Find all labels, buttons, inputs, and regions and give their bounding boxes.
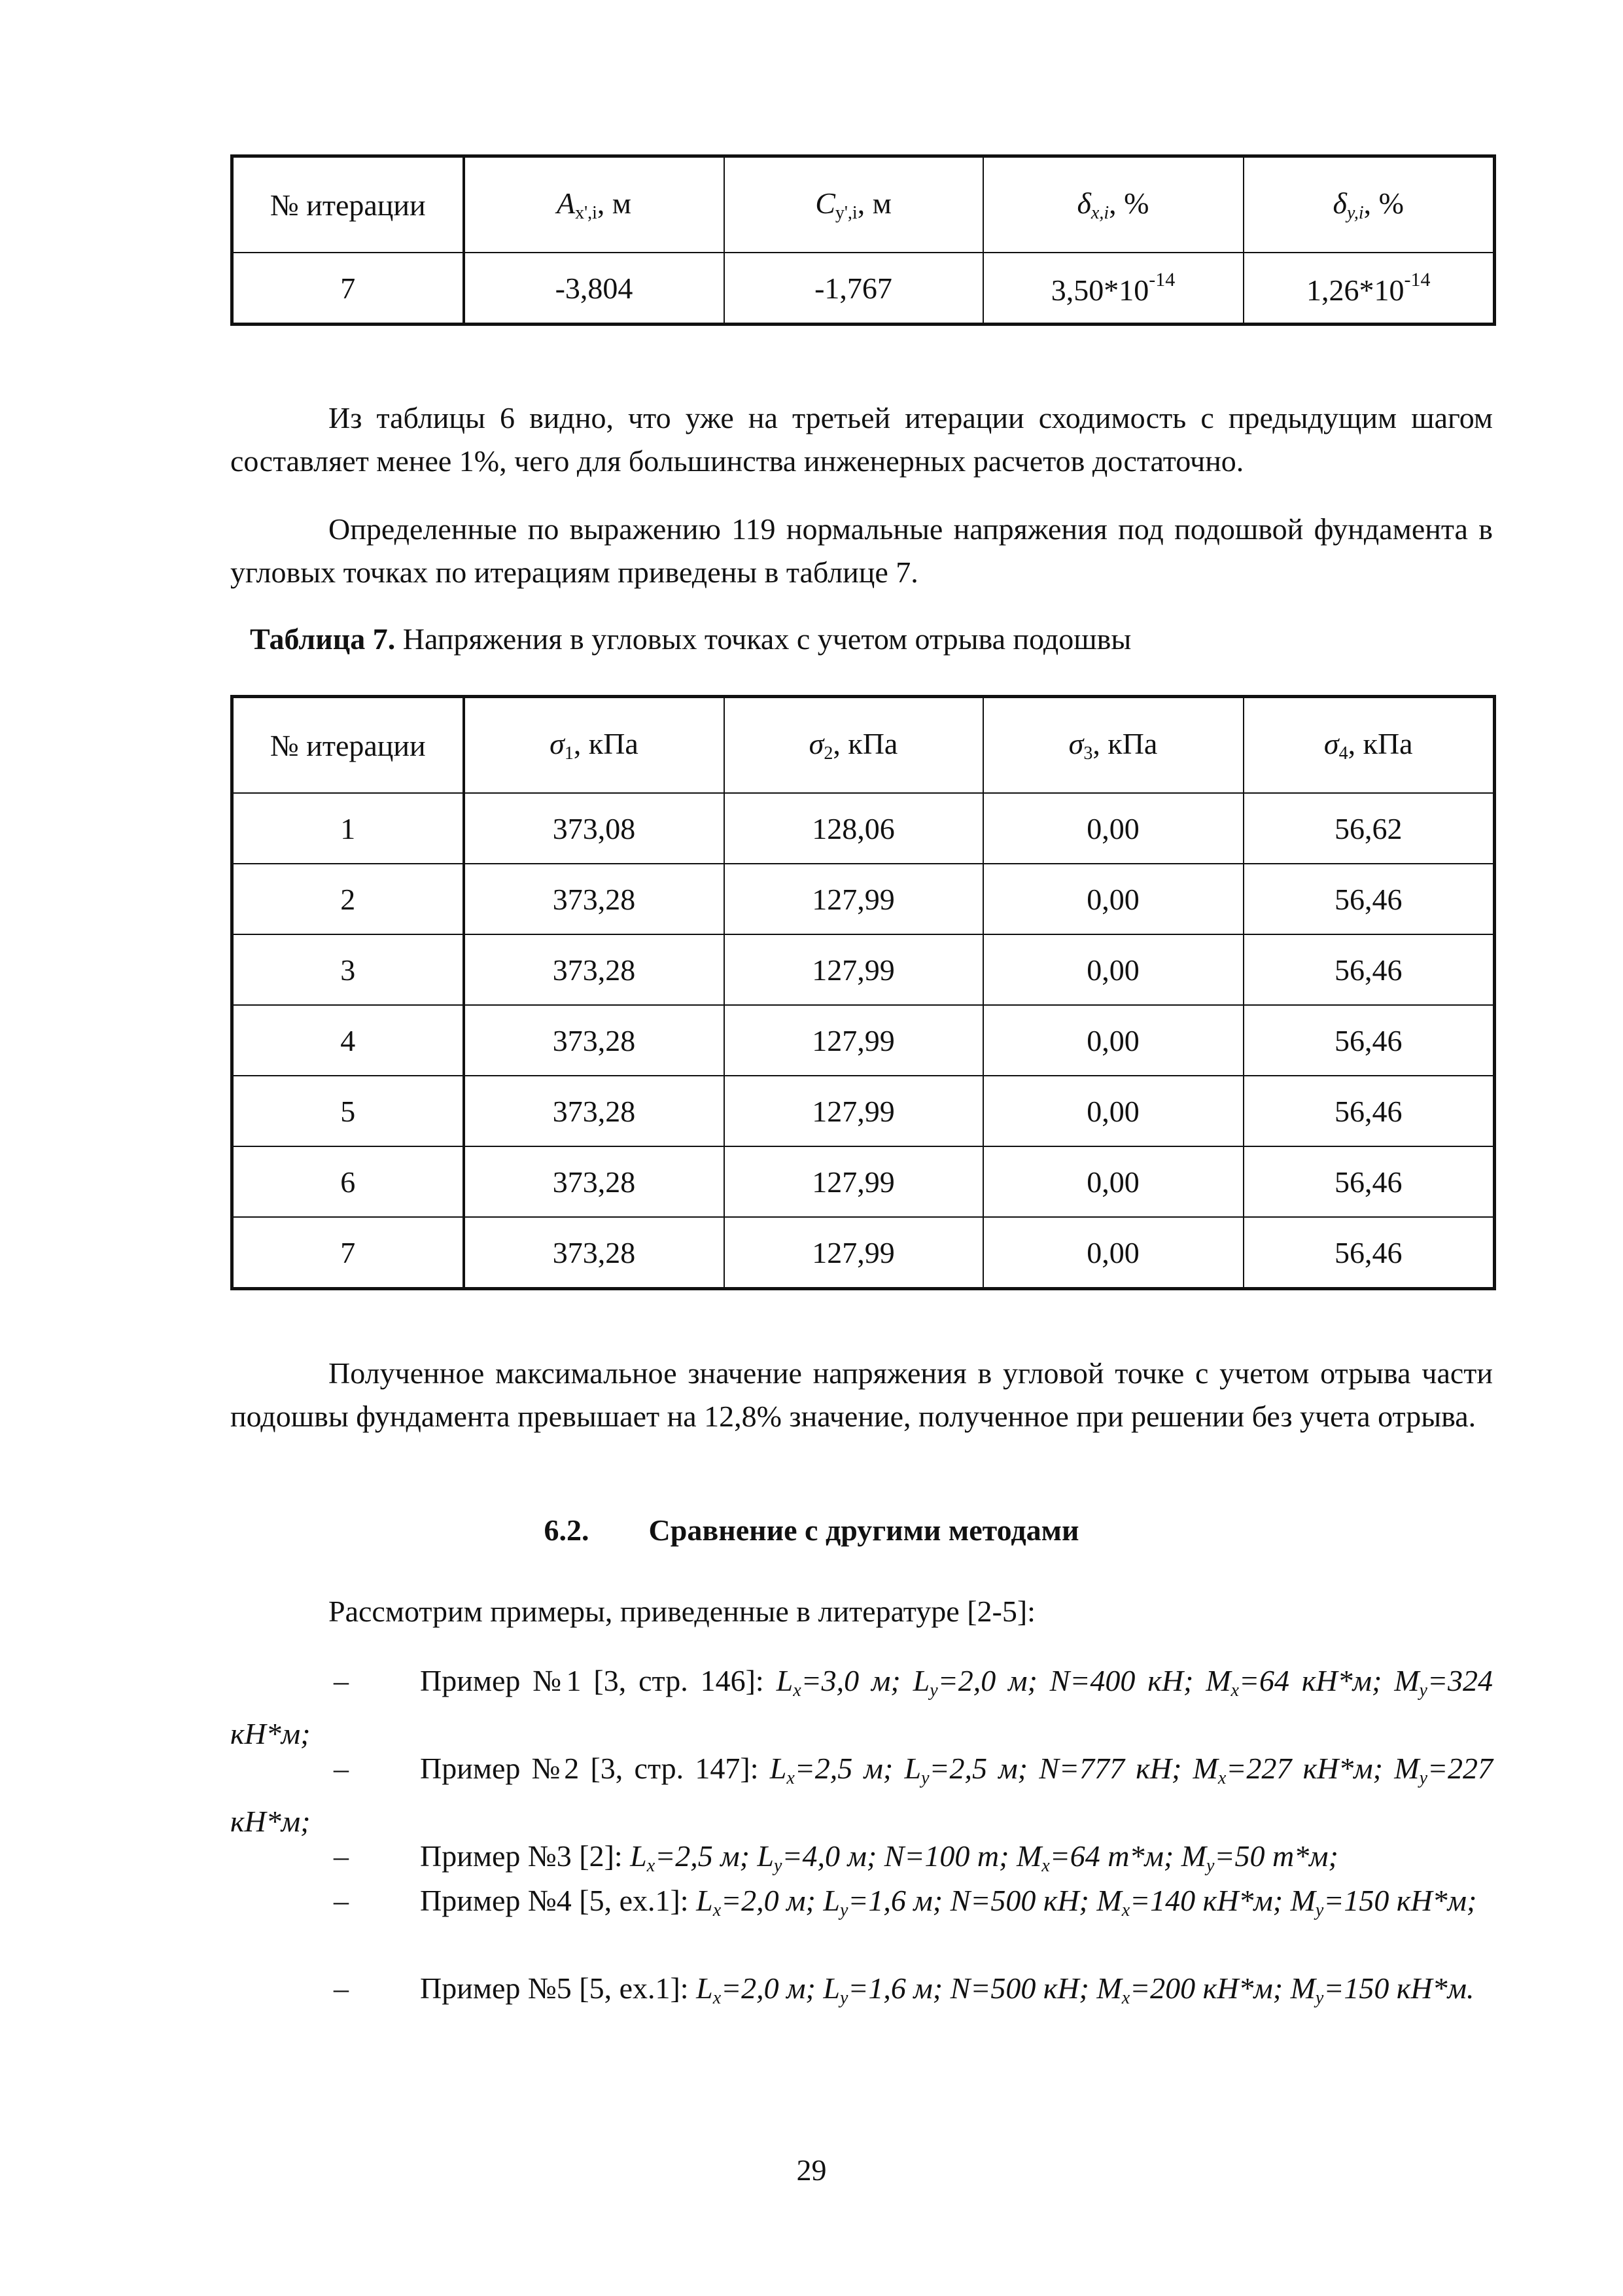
- header-c-unit: , м: [857, 186, 892, 220]
- list-item: [230, 1747, 1493, 1843]
- paragraph-convergence: Из таблицы 6 видно, что уже на третьей итерации сходимость с предыдущим шагом составляет менее 1%, чего для большинства инженерных расчетов достаточно.: [230, 401, 1493, 478]
- list-dash: –: [334, 1664, 349, 1697]
- table-header-row: [232, 156, 1495, 253]
- example-lead: Пример №1 [3, стр. 146]:: [420, 1664, 777, 1697]
- cell-sigma-3: 0,00: [983, 1217, 1244, 1289]
- cell-sigma-2: 127,99: [724, 1217, 983, 1289]
- stress-table: [230, 695, 1496, 1290]
- example-lead: Пример №3 [2]:: [420, 1839, 631, 1873]
- cell-iteration: 7: [232, 253, 464, 325]
- table-row: [232, 1217, 1495, 1289]
- cell-sigma-4: 56,62: [1244, 793, 1495, 864]
- cell-sigma-4: 56,46: [1244, 864, 1495, 934]
- example-lead: Пример №4 [5, ex.1]:: [420, 1884, 697, 1917]
- cell-sigma-4: 56,46: [1244, 1217, 1495, 1289]
- cell-sigma-1: 373,28: [464, 1217, 724, 1289]
- header-a-symbol: A: [556, 186, 576, 220]
- header-a: [464, 156, 724, 253]
- sigma-symbol: σ: [809, 727, 824, 760]
- caption-label: Таблица 7.: [250, 622, 396, 656]
- cell-iteration: 4: [232, 1005, 464, 1076]
- list-dash: –: [334, 1884, 349, 1917]
- cell-sigma-3: 0,00: [983, 1005, 1244, 1076]
- header-dy-symbol: δ: [1333, 186, 1347, 220]
- cell-sigma-2: 127,99: [724, 1005, 983, 1076]
- example-formula: $L_x=2,5$ м; $L_y=2,5$ м; N=777 кН; $M_x=227$ кН*м; $M_y=227$ кН*м;: [230, 1752, 1493, 1838]
- cell-sigma-3: 0,00: [983, 1146, 1244, 1217]
- cell-sigma-2: 127,99: [724, 864, 983, 934]
- header-dx-symbol: δ: [1077, 186, 1091, 220]
- header-sigma-4: [1244, 697, 1495, 794]
- cell-sigma-2: 128,06: [724, 793, 983, 864]
- section-number: 6.2.: [544, 1513, 589, 1547]
- example-formula: $L_x=3,0$ м; $L_y=2,0$ м; N=400 кН; $M_x=64$ кН*м; $M_y=324$ кН*м;: [230, 1664, 1493, 1750]
- list-item: [230, 1967, 1493, 2020]
- header-a-unit: , м: [597, 186, 632, 220]
- paragraph-stresses-intro: Определенные по выражению 119 нормальные напряжения под подошвой фундамента в угловых точках по итерациям приведены в таблице 7.: [230, 512, 1493, 589]
- cell-iteration: 5: [232, 1076, 464, 1146]
- cell-sigma-3: 0,00: [983, 793, 1244, 864]
- example-lead: Пример №5 [5, ex.1]:: [420, 1971, 697, 2005]
- cell-iteration: 6: [232, 1146, 464, 1217]
- cell-sigma-4: 56,46: [1244, 1076, 1495, 1146]
- sigma-unit: , кПа: [573, 727, 638, 760]
- cell-iteration: 1: [232, 793, 464, 864]
- cell-dx: [983, 253, 1244, 325]
- table-row: [232, 1005, 1495, 1076]
- sigma-symbol: σ: [1323, 727, 1339, 760]
- cell-iteration: 3: [232, 934, 464, 1005]
- example-formula: $L_x=2,5$ м; $L_y=4,0$ м; N=100 т; $M_x=64$ т*м; $M_y=50$ т*м;: [630, 1839, 1338, 1876]
- table-caption: [250, 622, 1131, 656]
- sigma-sub: 4: [1338, 743, 1348, 764]
- header-c: [724, 156, 983, 253]
- table-row: [232, 934, 1495, 1005]
- header-sigma-2: [724, 697, 983, 794]
- cell-sigma-3: 0,00: [983, 864, 1244, 934]
- section-heading: [0, 1513, 1623, 1547]
- cell-sigma-2: 127,99: [724, 1076, 983, 1146]
- paragraph-examples-intro: Рассмотрим примеры, приведенные в литературе [2-5]:: [328, 1595, 1036, 1628]
- cell-c: -1,767: [724, 253, 983, 325]
- cell-dy-exp: -14: [1404, 268, 1431, 291]
- cell-iteration: 7: [232, 1217, 464, 1289]
- sigma-unit: , кПа: [1348, 727, 1413, 760]
- header-dy-unit: , %: [1363, 186, 1404, 220]
- section-title: Сравнение с другими методами: [648, 1513, 1079, 1547]
- header-c-sub: y',i: [835, 203, 858, 223]
- cell-sigma-1: 373,28: [464, 1076, 724, 1146]
- header-iteration: № итерации: [232, 697, 464, 794]
- table-row: [232, 864, 1495, 934]
- sigma-unit: , кПа: [1092, 727, 1158, 760]
- cell-sigma-1: 373,08: [464, 793, 724, 864]
- cell-sigma-1: 373,28: [464, 1146, 724, 1217]
- list-dash: –: [334, 1752, 349, 1785]
- cell-dy: [1244, 253, 1495, 325]
- cell-dx-base: 3,50*10: [1051, 273, 1149, 307]
- table-row: [232, 253, 1495, 325]
- list-item: [230, 1659, 1493, 1756]
- cell-dy-base: 1,26*10: [1306, 273, 1405, 307]
- sigma-sub: 1: [564, 743, 574, 764]
- caption-text: Напряжения в угловых точках с учетом отрыва подошвы: [395, 622, 1132, 656]
- header-c-symbol: C: [815, 186, 835, 220]
- header-a-sub: x',i: [575, 203, 597, 223]
- cell-sigma-4: 56,46: [1244, 1146, 1495, 1217]
- header-dy: [1244, 156, 1495, 253]
- list-dash: –: [334, 1971, 349, 2005]
- cell-sigma-1: 373,28: [464, 1005, 724, 1076]
- paragraph-max-stress: Полученное максимальное значение напряжения в угловой точке с учетом отрыва части подошвы фундамента превышает на 12,8% значение, полученное при решении без учета отрыва.: [230, 1356, 1493, 1433]
- cell-dx-exp: -14: [1149, 268, 1176, 291]
- cell-sigma-4: 56,46: [1244, 1005, 1495, 1076]
- cell-sigma-1: 373,28: [464, 934, 724, 1005]
- header-sigma-1: [464, 697, 724, 794]
- cell-sigma-2: 127,99: [724, 934, 983, 1005]
- table-row: [232, 1076, 1495, 1146]
- header-iteration: № итерации: [232, 156, 464, 253]
- header-sigma-3: [983, 697, 1244, 794]
- header-dx-unit: , %: [1109, 186, 1149, 220]
- sigma-unit: , кПа: [833, 727, 898, 760]
- list-dash: –: [334, 1839, 349, 1873]
- cell-sigma-2: 127,99: [724, 1146, 983, 1217]
- cell-sigma-1: 373,28: [464, 864, 724, 934]
- table-header-row: [232, 697, 1495, 794]
- sigma-sub: 3: [1083, 743, 1093, 764]
- cell-sigma-3: 0,00: [983, 1076, 1244, 1146]
- example-lead: Пример №2 [3, стр. 147]:: [420, 1752, 770, 1785]
- table-row: [232, 793, 1495, 864]
- list-item: [230, 1879, 1493, 1932]
- cell-sigma-3: 0,00: [983, 934, 1244, 1005]
- example-formula: $L_x=2,0$ м; $L_y=1,6$ м; N=500 кН; $M_x=140$ кН*м; $M_y=150$ кН*м;: [696, 1884, 1477, 1920]
- cell-a: -3,804: [464, 253, 724, 325]
- sigma-symbol: σ: [1068, 727, 1084, 760]
- header-dx-sub: x,i: [1091, 203, 1109, 223]
- cell-iteration: 2: [232, 864, 464, 934]
- table-row: [232, 1146, 1495, 1217]
- sigma-symbol: σ: [550, 727, 565, 760]
- header-dy-sub: y,i: [1346, 203, 1364, 223]
- sigma-sub: 2: [824, 743, 833, 764]
- page-number: 29: [796, 2153, 827, 2187]
- iteration-table-top: [230, 154, 1496, 326]
- header-dx: [983, 156, 1244, 253]
- example-formula: $L_x=2,0$ м; $L_y=1,6$ м; N=500 кН; $M_x=200$ кН*м; $M_y=150$ кН*м.: [696, 1971, 1475, 2008]
- cell-sigma-4: 56,46: [1244, 934, 1495, 1005]
